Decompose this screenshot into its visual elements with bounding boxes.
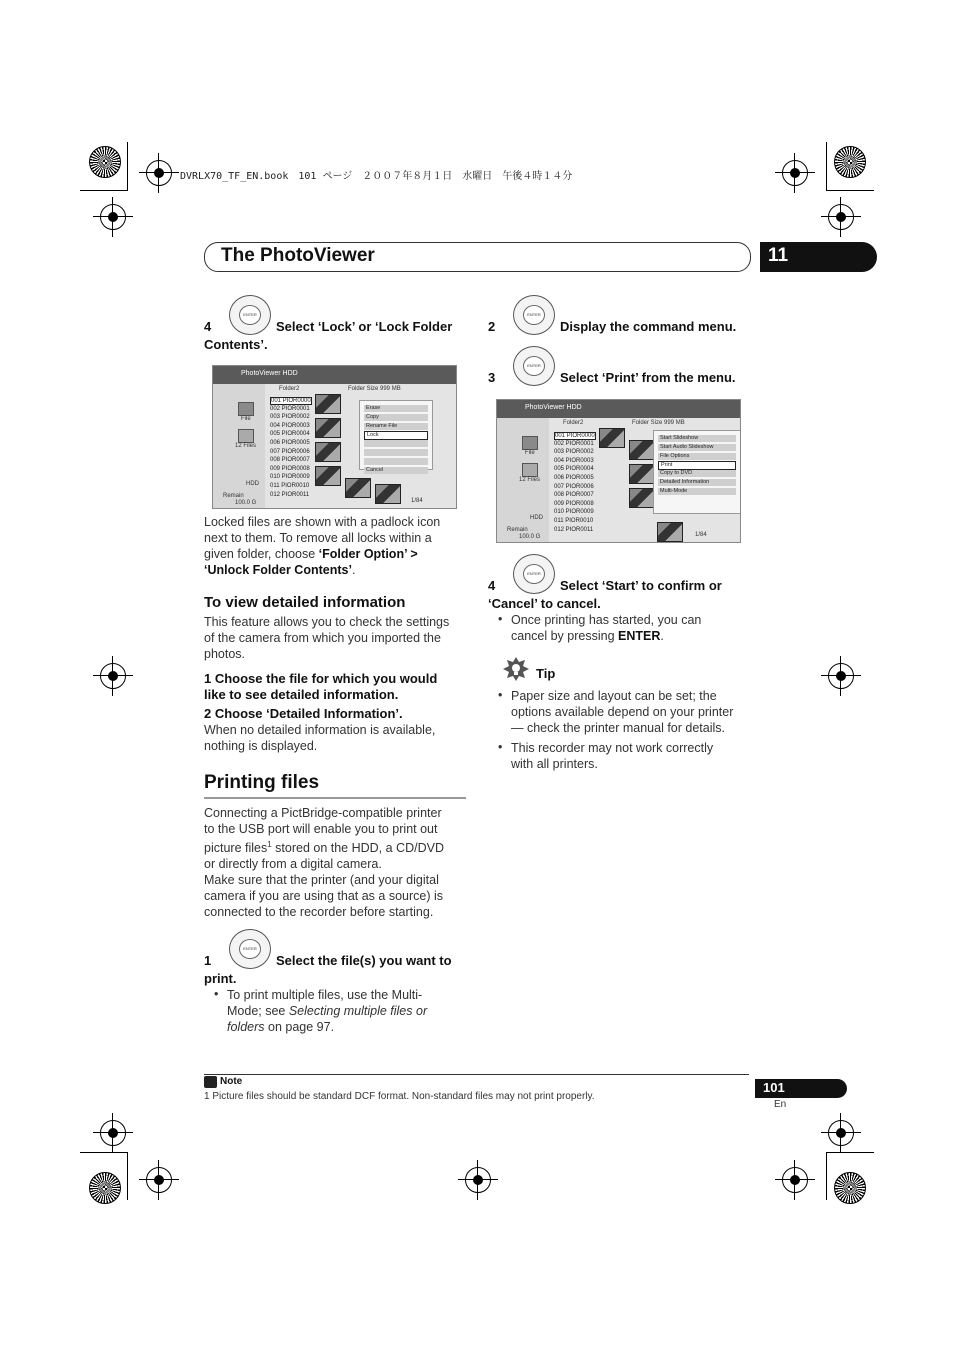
bullet-dot: • [498, 688, 503, 702]
registration-sun-tl [89, 146, 121, 178]
printing-paragraph-1: Connecting a PictBridge-compatible printer to the USB port will enable you to print out picture files$^1$ stored on the HDD, a CD/DVD or directly from a digital camera. [204, 806, 444, 872]
multi-mode-bullet: To print multiple files, use the Multi- Mode; see Selecting multiple files or folders on page 97. [227, 988, 428, 1034]
tip-bullet-1: Paper size and layout can be set; the options available depend on your printer — check the printer manual for details. [511, 689, 734, 735]
remain-label: Remain [507, 527, 528, 533]
file-row[interactable]: 003 PIOR0002 [554, 449, 594, 456]
menu-item[interactable]: Copy to DVD [658, 470, 736, 477]
files-count: 12 Files [235, 443, 257, 449]
printing-paragraph-2: Make sure that the printer (and your digital camera if you are using that as a source) is connected to the recorder before starting. [204, 873, 444, 919]
folder-size: Folder Size 999 MB [348, 386, 401, 392]
file-row[interactable]: 002 PIOR0001 [554, 440, 594, 447]
folder-name: Folder2 [279, 386, 300, 392]
step-text-cont: ‘Cancel’ to cancel. [488, 596, 601, 611]
menu-item[interactable] [364, 449, 428, 456]
file-row[interactable]: 009 PIOR0008 [554, 500, 594, 507]
registration-mark [100, 1120, 126, 1146]
menu-item[interactable]: Detailed Information [658, 479, 736, 486]
remain-label: Remain [223, 493, 244, 499]
step-number: 1 [204, 953, 212, 968]
file-icon [238, 402, 254, 416]
heading-rule [204, 797, 466, 799]
bullet-dot: • [214, 987, 219, 1001]
registration-mark [100, 204, 126, 230]
file-row[interactable]: 007 PIOR0006 [554, 483, 594, 490]
hdd-label: HDD [530, 515, 543, 521]
file-row[interactable]: 004 PIOR0003 [270, 422, 310, 429]
menu-item[interactable]: Copy [364, 414, 428, 421]
step-text: Display the command menu. [560, 319, 737, 334]
files-count: 12 Files [519, 477, 541, 483]
note-label: Note [220, 1076, 243, 1087]
file-row[interactable]: 008 PIOR0007 [270, 457, 310, 464]
file-row[interactable]: 003 PIOR0002 [270, 414, 310, 421]
menu-item[interactable]: Cancel [364, 467, 428, 474]
file-row[interactable]: 006 PIOR0005 [554, 475, 594, 481]
folder-size: Folder Size 999 MB [632, 420, 685, 426]
lock-paragraph: Locked files are shown with a padlock icon next to them. To remove all locks within a given folder, choose ‘Folder Option’ > ‘Unlock Folder Contents’. [204, 515, 441, 577]
file-row[interactable]: 011 PIOR0010 [554, 518, 594, 524]
step-number: 4 [204, 319, 212, 334]
language-label: En [774, 1099, 787, 1110]
registration-mark [100, 663, 126, 689]
menu-item[interactable]: Print [658, 461, 736, 470]
file-row[interactable]: 012 PIOR0011 [554, 526, 594, 533]
page-number: 101 [763, 1080, 785, 1095]
page-indicator: 1/84 [695, 532, 707, 538]
remote-dpad-icon: ENTER [511, 346, 555, 386]
registration-sun-br [834, 1172, 866, 1204]
screen-lock-menu [212, 365, 457, 509]
title-bar [204, 242, 751, 272]
file-row[interactable]: 010 PIOR0009 [554, 509, 594, 516]
remain-value: 100.0 G [235, 500, 257, 506]
registration-mark [146, 1167, 172, 1193]
registration-mark [465, 1167, 491, 1193]
remote-dpad-icon: ENTER [227, 295, 271, 335]
tip-icon [502, 656, 530, 682]
file-row[interactable]: 001 PIOR0000 [271, 398, 311, 404]
file-row[interactable]: 005 PIOR0004 [270, 431, 310, 438]
files-icon [522, 463, 538, 477]
registration-sun-tr [834, 146, 866, 178]
bullet-dot: • [498, 740, 503, 754]
print-header: DVRLX70_TF_EN.book 101 ページ ２００７年８月１日 水曜日 午後４時１４分 [180, 171, 573, 182]
registration-mark [146, 160, 172, 186]
page-indicator: 1/84 [411, 498, 423, 504]
file-row[interactable]: 005 PIOR0004 [554, 466, 594, 473]
menu-item[interactable]: Start Audio Slideshow [658, 444, 736, 451]
registration-mark [782, 160, 808, 186]
detail-step-1: 1 Choose the file for which you would like to see detailed information. [204, 671, 438, 702]
folder-name: Folder2 [563, 420, 584, 426]
file-icon [522, 436, 538, 450]
file-row[interactable]: 009 PIOR0008 [270, 465, 310, 472]
registration-sun-bl [89, 1172, 121, 1204]
file-row[interactable]: 007 PIOR0006 [270, 448, 310, 455]
chapter-tab [760, 242, 877, 272]
files-icon [238, 429, 254, 443]
chapter-number: 11 [768, 245, 789, 266]
file-row[interactable]: 012 PIOR0011 [270, 491, 310, 498]
step-text: Select the file(s) you want to [276, 953, 452, 968]
step-number: 3 [488, 370, 496, 385]
registration-mark [828, 1120, 854, 1146]
step-text: Select ‘Start’ to confirm or [560, 578, 722, 593]
file-row[interactable]: 002 PIOR0001 [270, 405, 310, 412]
page-title: The PhotoViewer [221, 245, 375, 266]
file-label: File [241, 416, 251, 422]
hdd-label: HDD [246, 481, 259, 487]
file-row[interactable]: 008 PIOR0007 [554, 492, 594, 499]
menu-item[interactable] [364, 440, 428, 447]
screen-print-menu [496, 399, 741, 543]
file-row[interactable]: 006 PIOR0005 [270, 440, 310, 446]
detail-paragraph: This feature allows you to check the settings of the camera from which you imported the photos. [204, 615, 450, 661]
screen-app-title: PhotoViewer HDD [525, 404, 582, 411]
footnote-text: 1 Picture files should be standard DCF format. Non-standard files may not print properly. [204, 1091, 595, 1102]
registration-mark [828, 204, 854, 230]
step-text: Select ‘Lock’ or ‘Lock Folder [276, 319, 453, 334]
page-number-tab [755, 1079, 847, 1098]
file-row[interactable]: 001 PIOR0000 [555, 433, 595, 439]
menu-item[interactable]: Rename File [364, 423, 428, 430]
file-row[interactable]: 011 PIOR0010 [270, 483, 310, 489]
step-number: 4 [488, 578, 496, 593]
remote-dpad-icon: ENTER [227, 929, 271, 969]
screen-app-title: PhotoViewer HDD [241, 370, 298, 377]
context-menu [653, 430, 741, 514]
registration-mark [782, 1167, 808, 1193]
menu-item[interactable]: Lock [364, 431, 428, 440]
heading-detailed-info: To view detailed information [204, 594, 406, 611]
step-text: Select ‘Print’ from the menu. [560, 370, 736, 385]
remain-value: 100.0 G [519, 534, 541, 540]
step-text-cont: print. [204, 971, 237, 986]
heading-printing-files: Printing files [204, 772, 320, 793]
file-label: File [525, 450, 535, 456]
remote-dpad-icon: ENTER [511, 554, 555, 594]
bullet-dot: • [498, 612, 503, 626]
registration-mark [828, 663, 854, 689]
menu-item[interactable]: Start Slideshow [658, 435, 736, 442]
remote-dpad-icon: ENTER [511, 295, 555, 335]
printing-started-bullet: Once printing has started, you can cancel by pressing ENTER. [511, 613, 702, 643]
tip-bullet-2: This recorder may not work correctly with all printers. [511, 741, 714, 771]
menu-item[interactable]: Erase [364, 405, 428, 412]
file-row[interactable]: 010 PIOR0009 [270, 474, 310, 481]
footer-rule [204, 1074, 749, 1075]
detail-step-2-note: When no detailed information is available, nothing is displayed. [204, 723, 436, 753]
note-icon [204, 1076, 217, 1088]
context-menu [359, 400, 433, 473]
file-row[interactable]: 004 PIOR0003 [554, 457, 594, 464]
menu-item[interactable] [364, 458, 428, 465]
step-number: 2 [488, 319, 496, 334]
tip-label: Tip [536, 666, 556, 681]
step-text-cont: Contents’. [204, 337, 268, 352]
menu-item[interactable]: Multi-Mode [658, 488, 736, 495]
detail-step-2: 2 Choose ‘Detailed Information’. [204, 706, 403, 721]
menu-item[interactable]: File Options [658, 453, 736, 460]
